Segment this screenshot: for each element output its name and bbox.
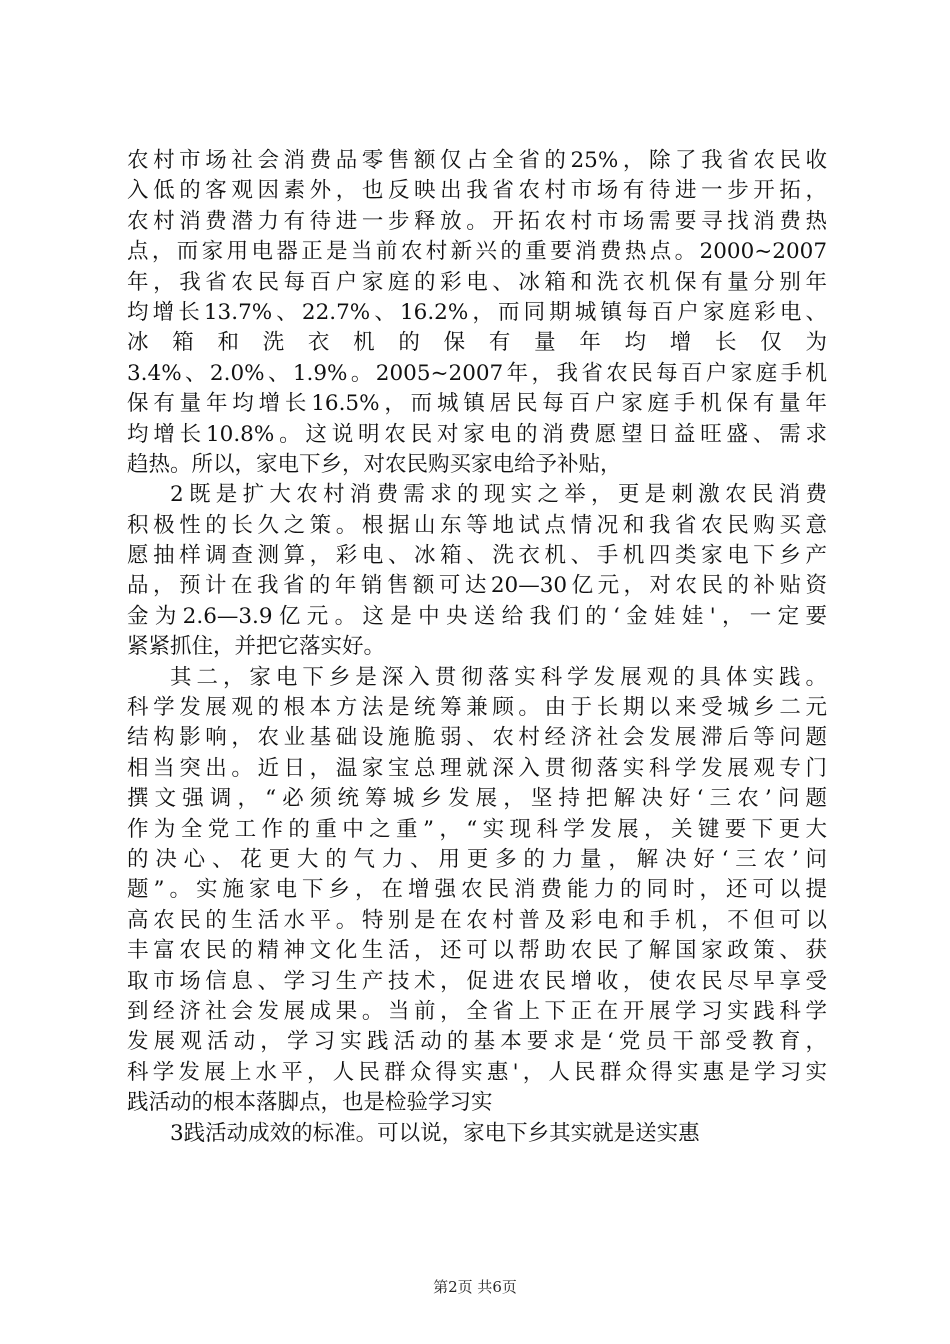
text-line: 金为2.6—3.9亿元。这是中央送给我们的‘金娃娃'，一定要 [127, 603, 827, 629]
text-line: 题”。实施家电下乡，在增强农民消费能力的同时，还可以提 [127, 877, 827, 903]
text-line: 结构影响，农业基础设施脆弱、农村经济社会发展滞后等问题 [127, 725, 827, 751]
text-line: 到经济社会发展成果。当前，全省上下正在开展学习实践科学 [127, 998, 827, 1024]
document-body [127, 146, 827, 1149]
text-line: 取市场信息、学习生产技术，促进农民增收，使农民尽早享受 [127, 968, 827, 994]
text-line: 冰箱和洗衣机的保有量年均增长仅为 [127, 330, 827, 356]
text-line: 相当突出。近日，温家宝总理就深入贯彻落实科学发展观专门 [127, 755, 827, 781]
text-line: 作为全党工作的重中之重”，“实现科学发展，关键要下更大 [127, 816, 827, 842]
text-line: 点，而家用电器正是当前农村新兴的重要消费热点。2000~2007 [127, 239, 827, 265]
text-line: 丰富农民的精神文化生活，还可以帮助农民了解国家政策、获 [127, 938, 827, 964]
text-line: 保有量年均增长16.5%，而城镇居民每百户家庭手机保有量年 [127, 391, 827, 417]
text-line: 践活动的根本落脚点，也是检验学习实 [127, 1090, 493, 1116]
text-line: 积极性的长久之策。根据山东等地试点情况和我省农民购买意 [127, 512, 827, 538]
text-line: 农村消费潜力有待进一步释放。开拓农村市场需要寻找消费热 [127, 208, 827, 234]
text-line: 均增长10.8%。这说明农民对家电的消费愿望日益旺盛、需求 [127, 421, 827, 447]
text-line: 入低的客观因素外，也反映出我省农村市场有待进一步开拓， [127, 178, 827, 204]
text-line: 2既是扩大农村消费需求的现实之举，更是刺激农民消费 [170, 482, 827, 508]
text-line: 科学发展观的根本方法是统筹兼顾。由于长期以来受城乡二元 [127, 695, 827, 721]
text-line: 愿抽样调查测算，彩电、冰箱、洗衣机、手机四类家电下乡产 [127, 543, 827, 569]
text-line: 3践活动成效的标准。可以说，家电下乡其实就是送实惠 [170, 1120, 700, 1146]
text-line: 科学发展上水平，人民群众得实惠'，人民群众得实惠是学习实 [127, 1059, 827, 1085]
text-line: 紧紧抓住，并把它落实好。 [127, 634, 386, 660]
text-line: 发展观活动，学习实践活动的基本要求是‘党员干部受教育， [127, 1029, 827, 1055]
text-line: 品，预计在我省的年销售额可达20—30亿元，对农民的补贴资 [127, 573, 827, 599]
text-line: 3.4%、2.0%、1.9%。2005~2007年，我省农民每百户家庭手机 [127, 360, 827, 386]
text-line: 年，我省农民每百户家庭的彩电、冰箱和洗衣机保有量分别年 [127, 269, 827, 295]
text-line: 的决心、花更大的气力、用更多的力量，解决好‘三农’问 [127, 846, 827, 872]
text-line: 其二，家电下乡是深入贯彻落实科学发展观的具体实践。 [170, 664, 827, 690]
text-line: 高农民的生活水平。特别是在农村普及彩电和手机，不但可以 [127, 907, 827, 933]
text-line: 撰文强调，“必须统筹城乡发展，坚持把解决好‘三农’问题 [127, 786, 827, 812]
text-line: 趋热。所以，家电下乡，对农民购买家电给予补贴， [127, 451, 622, 477]
text-line: 农村市场社会消费品零售额仅占全省的25%，除了我省农民收 [127, 148, 827, 173]
page-footer: 第2页 共6页 [433, 1278, 517, 1296]
text-line: 均增长13.7%、22.7%、16.2%，而同期城镇每百户家庭彩电、 [127, 299, 827, 325]
